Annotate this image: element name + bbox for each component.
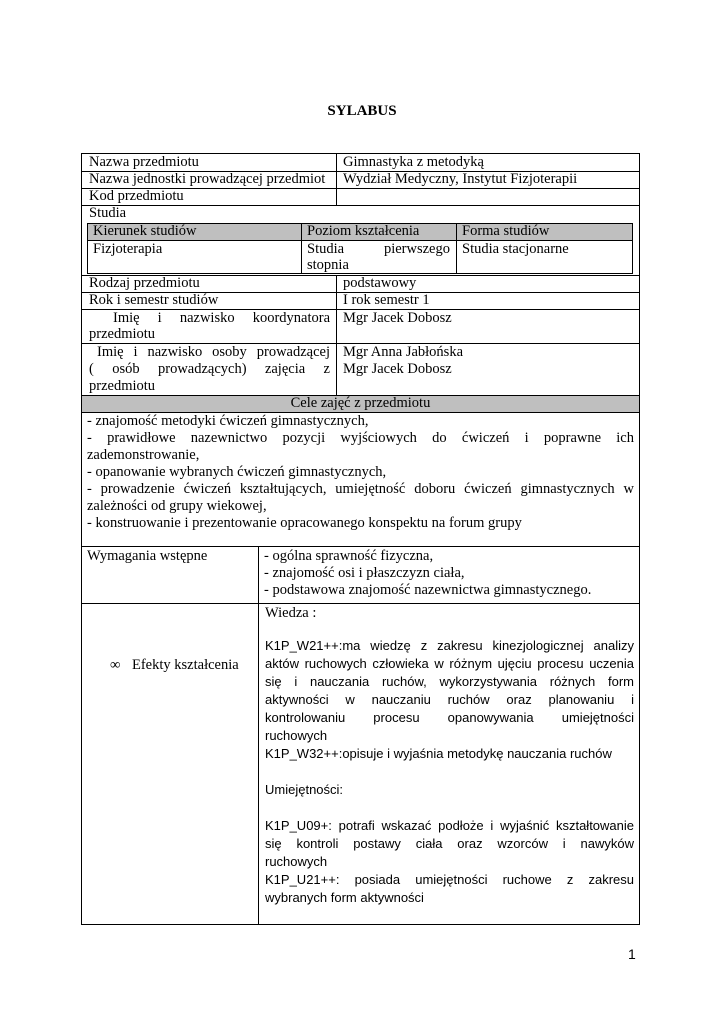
course-type-label: Rodzaj przedmiotu [89, 275, 200, 291]
forma-value: Studia stacjonarne [462, 241, 569, 257]
kierunek-value: Fizjoterapia [93, 241, 163, 257]
page-number: 1 [628, 946, 636, 962]
coordinator-label-line2: przedmiotu [89, 326, 156, 342]
goals-header: Cele zajęć z przedmiotu [290, 395, 431, 411]
coordinator-label-line1: Imię i nazwisko koordynatora [113, 310, 330, 326]
requirements-label: Wymagania wstępne [87, 548, 208, 564]
skills-heading: Umiejętności: [265, 782, 344, 797]
knowledge-line-7: K1P_W32++:opisuje i wyjaśnia metodykę nauczania ruchów [265, 746, 612, 761]
instructors-label-line2: ( osób prowadzących) zajęcia z [89, 361, 330, 377]
poziom-value-line1: Studia pierwszego [307, 241, 450, 257]
goal-line-2: - prawidłowe nazewnictwo pozycji wyjściowych do ćwiczeń i poprawne ich [87, 430, 634, 446]
document-title: SYLABUS [327, 103, 397, 119]
goal-line-7: - konstruowanie i prezentowanie opracowanego konspektu na forum grupy [87, 515, 522, 531]
studies-label: Studia [89, 205, 127, 221]
goal-line-4: - opanowanie wybranych ćwiczeń gimnastycznych, [87, 464, 387, 480]
infinity-bullet-icon: ∞ [110, 657, 121, 673]
instructor-value-1: Mgr Anna Jabłońska [343, 344, 464, 360]
skills-line-3: ruchowych [265, 854, 328, 869]
coordinator-value: Mgr Jacek Dobosz [343, 310, 452, 326]
header-forma: Forma studiów [462, 223, 550, 239]
course-name-label: Nazwa przedmiotu [89, 154, 199, 170]
course-name-value: Gimnastyka z metodyką [343, 154, 484, 170]
knowledge-line-4: aktywności w nauczaniu ruchów oraz planowaniu i [265, 692, 634, 707]
goal-line-6: zależności od grupy wiekowej, [87, 498, 267, 514]
goal-line-3: zademonstrowanie, [87, 447, 200, 463]
instructors-label-line1: Imię i nazwisko osoby prowadzącej [97, 344, 330, 360]
skills-line-2: się kontroli postawy ciała oraz wzorców i nawyków [265, 836, 634, 851]
unit-value: Wydział Medyczny, Instytut Fizjoterapii [343, 171, 578, 187]
knowledge-heading: Wiedza : [265, 605, 317, 621]
year-semester-value: I rok semestr 1 [343, 292, 430, 308]
knowledge-line-1: K1P_W21++:ma wiedzę z zakresu kinezjologicznej analizy [265, 638, 634, 653]
requirement-2: - znajomość osi i płaszczyzn ciała, [264, 565, 465, 581]
knowledge-line-6: ruchowych [265, 728, 328, 743]
knowledge-line-2: aktów ruchowych człowieka w różnym ujęciu procesu uczenia [265, 656, 634, 671]
header-kierunek: Kierunek studiów [93, 223, 197, 239]
course-code-label: Kod przedmiotu [89, 188, 184, 204]
header-poziom: Poziom kształcenia [307, 223, 420, 239]
learning-outcomes-label: Efekty kształcenia [132, 657, 239, 673]
skills-line-1: K1P_U09+: potrafi wskazać podłoże i wyjaśnić kształtowanie [265, 818, 634, 833]
requirement-3: - podstawowa znajomość nazewnictwa gimnastycznego. [264, 582, 592, 598]
goal-line-5: - prowadzenie ćwiczeń kształtujących, umiejętność doboru ćwiczeń gimnastycznych w [87, 481, 634, 497]
course-type-value: podstawowy [343, 275, 417, 291]
goal-line-1: - znajomość metodyki ćwiczeń gimnastycznych, [87, 413, 369, 429]
year-semester-label: Rok i semestr studiów [89, 292, 219, 308]
instructor-value-2: Mgr Jacek Dobosz [343, 361, 452, 377]
requirement-1: - ogólna sprawność fizyczna, [264, 548, 434, 564]
poziom-value-line2: stopnia [307, 257, 349, 273]
unit-label: Nazwa jednostki prowadzącej przedmiot [89, 171, 326, 187]
knowledge-line-3: się i nauczania ruchów, wykorzystywania różnych form [265, 674, 634, 689]
skills-line-4: K1P_U21++: posiada umiejętności ruchowe z zakresu [265, 872, 634, 887]
instructors-label-line3: przedmiotu [89, 378, 156, 394]
skills-line-5: wybranych form aktywności [265, 890, 424, 905]
knowledge-line-5: kontrolowaniu procesu opanowywania umiejętności [265, 710, 634, 725]
